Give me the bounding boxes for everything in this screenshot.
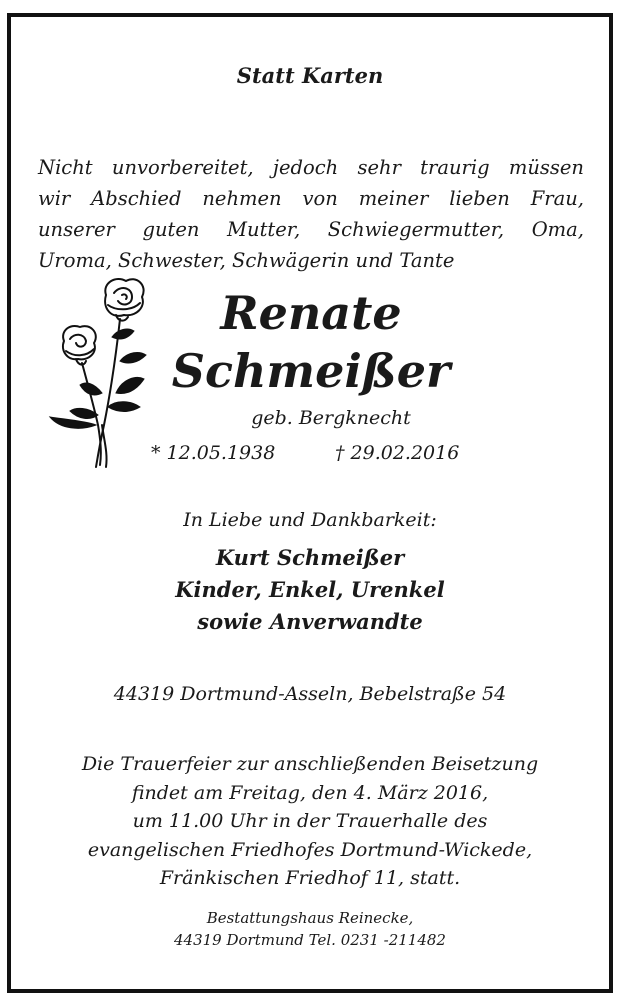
ceremony-line: um 11.00 Uhr in der Trauerhalle des <box>132 810 488 832</box>
ceremony-line: Die Trauerfeier zur anschließenden Beisetzung <box>81 753 539 775</box>
intro-text <box>38 152 584 276</box>
address: 44319 Dortmund-Asseln, Bebelstraße 54 <box>113 683 507 705</box>
heading: Statt Karten <box>236 63 384 88</box>
ceremony-line: findet am Freitag, den 4. März 2016, <box>131 781 489 804</box>
mourners <box>11 542 609 638</box>
intro-line: unserer guten Mutter, Schwiegermutter, Oma, <box>38 218 584 241</box>
intro-line: Nicht unvorbereitet, jedoch sehr traurig müssen <box>38 156 584 179</box>
ceremony-line: Fränkischen Friedhof 11, statt. <box>159 867 461 889</box>
funeral-home <box>11 907 609 951</box>
mourner-line: Kurt Schmeißer <box>215 545 405 570</box>
deceased-first-name: Renate <box>220 286 402 340</box>
obituary-notice <box>7 13 613 993</box>
funeral-home-line: Bestattungshaus Reinecke, <box>206 909 414 927</box>
birth-date: * 12.05.1938 <box>151 442 276 464</box>
death-date: † 29.02.2016 <box>335 442 460 464</box>
mourner-line: Kinder, Enkel, Urenkel <box>175 577 445 602</box>
maiden-name: geb. Bergknecht <box>251 407 411 429</box>
ceremony-line: evangelischen Friedhofes Dortmund-Wickede, <box>87 838 533 861</box>
dedication: In Liebe und Dankbarkeit: <box>183 509 437 531</box>
deceased-last-name: Schmeißer <box>171 344 451 398</box>
ceremony-details <box>11 750 609 893</box>
intro-line: Uroma, Schwester, Schwägerin und Tante <box>38 249 455 272</box>
funeral-home-line: 44319 Dortmund Tel. 0231 -211482 <box>174 931 446 949</box>
intro-line: wir Abschied nehmen von meiner lieben Frau, <box>38 187 584 210</box>
mourner-line: sowie Anverwandte <box>197 609 423 634</box>
